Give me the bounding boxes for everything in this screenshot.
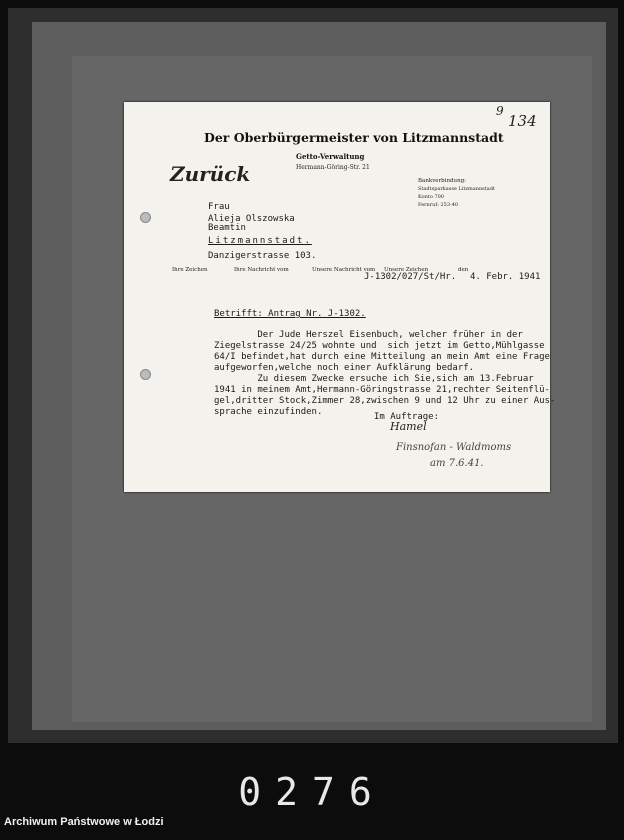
closing: Im Auftrage: bbox=[374, 412, 440, 422]
body-line: gel,dritter Stock,Zimmer 28,zwischen 9 und 12 Uhr zu einer Aus- bbox=[214, 396, 556, 406]
bank-line2: Konto 700 bbox=[418, 194, 444, 200]
letter-date: 4. Febr. 1941 bbox=[470, 272, 541, 282]
letter-document bbox=[124, 102, 556, 492]
body-line: aufgeworfen,welche noch einer Aufklärung bedarf. bbox=[214, 363, 475, 373]
ref-label-ihre-zeichen: Ihre Zeichen bbox=[172, 267, 208, 273]
ref-label-unsere-nachricht: Unsere Nachricht vom bbox=[312, 267, 376, 273]
folio-number: 9 bbox=[496, 104, 504, 118]
body-line: sprache einzufinden. bbox=[214, 407, 323, 417]
folio-number-2: 134 bbox=[508, 112, 537, 130]
recipient-name: Alieja Olszowska bbox=[208, 214, 295, 224]
archive-label: Archiwum Państwowe w Łodzi bbox=[4, 816, 164, 828]
letterhead-title: Der Oberbürgermeister von Litzmannstadt bbox=[204, 130, 504, 145]
bank-heading: Bankverbindung: bbox=[418, 178, 466, 184]
subject-line: Betrifft: Antrag Nr. J-1302. bbox=[214, 309, 366, 319]
handwritten-note-line1: Finsnofan - Waldmoms bbox=[396, 442, 512, 453]
punch-hole-bottom bbox=[140, 369, 151, 380]
handwritten-top-name: Zurück bbox=[170, 162, 251, 186]
ref-label-ihre-nachricht: Ihre Nachricht vom bbox=[234, 267, 289, 273]
recipient-city: Litzmannstadt. bbox=[208, 236, 312, 246]
ref-label-unsere-zeichen: Unsere Zeichen bbox=[384, 267, 429, 273]
body-line: 64/I befindet,hat durch eine Mitteilung an mein Amt eine Frage bbox=[214, 352, 550, 362]
bank-line1: Stadtsparkasse Litzmannstadt bbox=[418, 186, 495, 192]
body-line: Zu diesem Zwecke ersuche ich Sie,sich am 13.Februar bbox=[214, 374, 534, 384]
body-line: Ziegelstrasse 24/25 wohnte und sich jetzt im Getto,Mühlgasse bbox=[214, 341, 545, 351]
body-line: 1941 in meinem Amt,Hermann-Göringstrasse 21,rechter Seitenflü- bbox=[214, 385, 550, 395]
body-line: Der Jude Herszel Eisenbuch, welcher früher in der bbox=[214, 330, 523, 340]
letterhead-address: Hermann-Göring-Str. 21 bbox=[296, 164, 370, 171]
handwritten-note-line2: am 7.6.41. bbox=[430, 458, 484, 469]
recipient-salutation: Frau bbox=[208, 202, 230, 212]
our-reference: J-1302/027/St/Hr. bbox=[364, 272, 457, 282]
bank-phone: Fernruf: 253-40 bbox=[418, 202, 459, 208]
recipient-street: Danzigerstrasse 103. bbox=[208, 251, 317, 261]
ref-label-den: den bbox=[458, 267, 469, 273]
frame-number: 0276 bbox=[238, 770, 386, 814]
signature: Hamel bbox=[390, 420, 427, 433]
letterhead-department: Getto-Verwaltung bbox=[296, 152, 365, 161]
punch-hole-top bbox=[140, 212, 151, 223]
recipient-role: Beamtin bbox=[208, 223, 246, 233]
letter-body bbox=[214, 330, 555, 418]
